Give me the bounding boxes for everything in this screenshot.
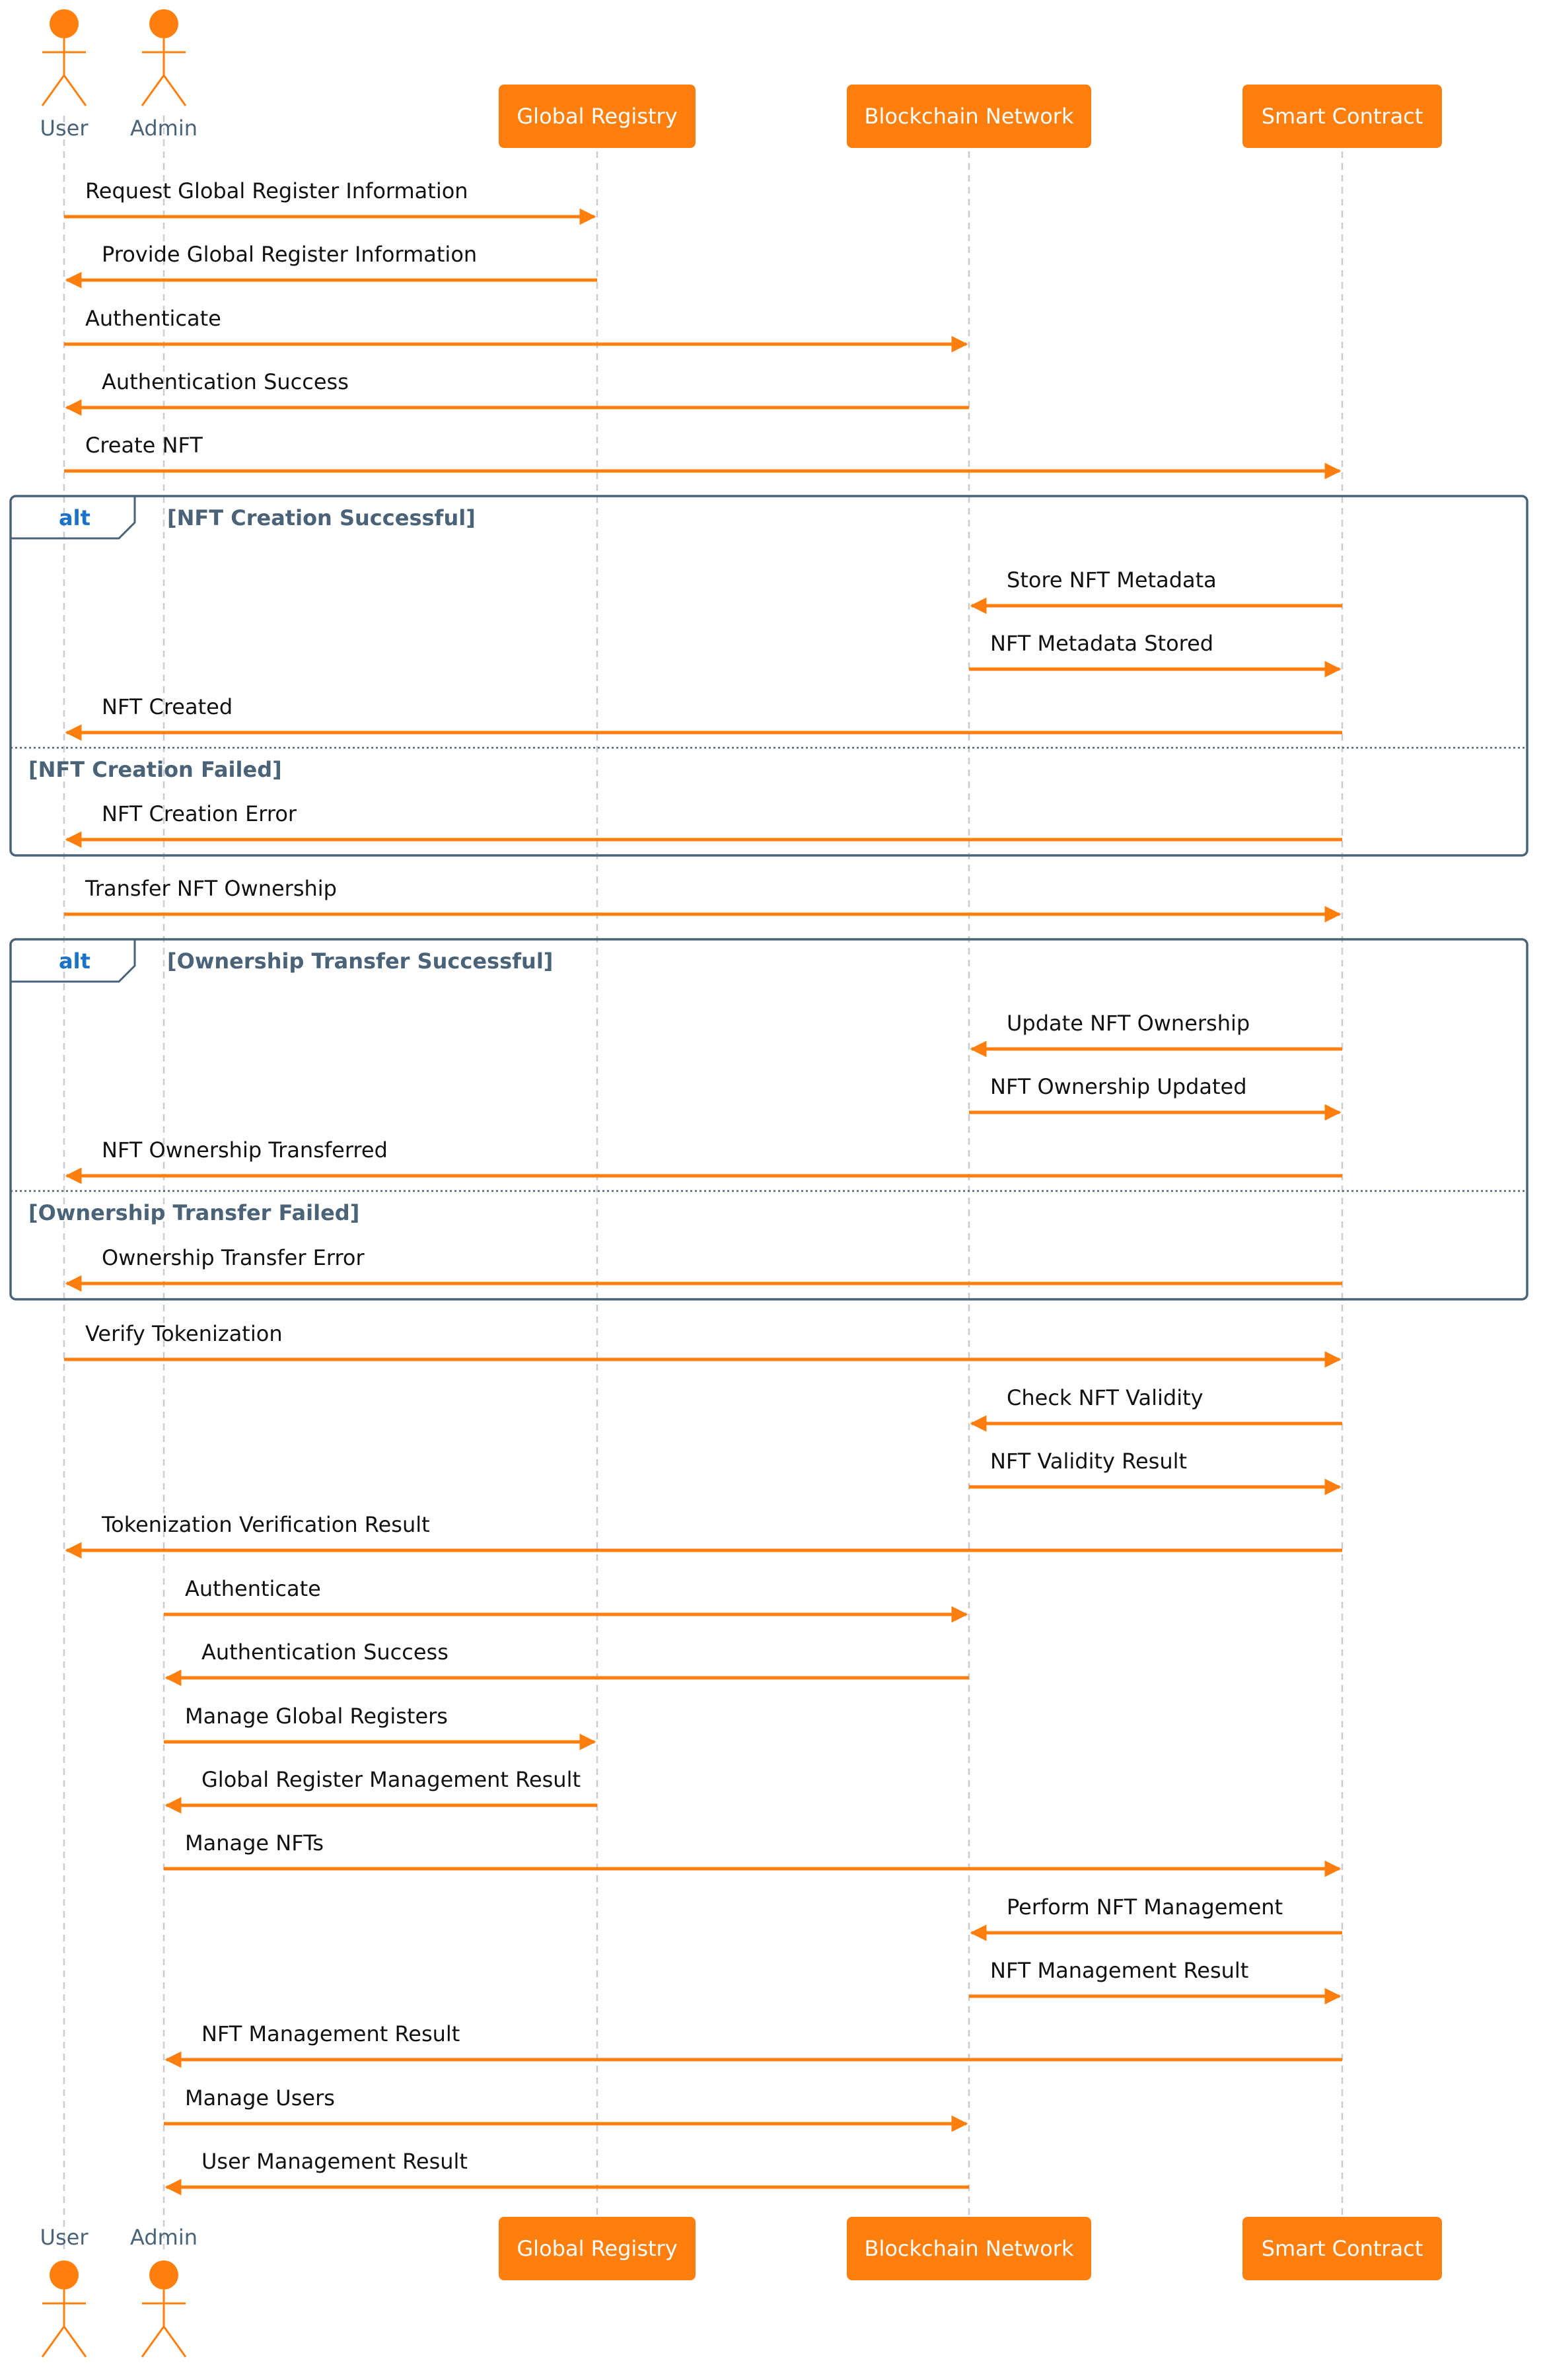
message: [67, 1512, 1342, 1550]
message-label: Check NFT Validity: [1007, 1385, 1204, 1410]
message-label: Store NFT Metadata: [1007, 567, 1217, 593]
participant-label: Blockchain Network: [864, 2236, 1074, 2261]
alt-condition: [NFT Creation Successful]: [167, 505, 476, 530]
message-label: NFT Created: [102, 694, 233, 719]
message: [64, 306, 966, 344]
message-label: NFT Ownership Transferred: [102, 1137, 388, 1163]
person-icon: [142, 2260, 186, 2357]
lifelines: [64, 116, 1342, 2249]
message-label: Create NFT: [85, 433, 203, 458]
message-label: Update NFT Ownership: [1007, 1011, 1250, 1036]
participant-label: Global Registry: [517, 2236, 678, 2261]
else-condition: [Ownership Transfer Failed]: [28, 1200, 360, 1225]
message-label: Manage Users: [185, 2085, 335, 2110]
message: [164, 1704, 594, 1742]
message-label: NFT Management Result: [990, 1958, 1249, 1983]
message: [972, 1011, 1342, 1049]
participant-label: Global Registry: [517, 104, 678, 129]
message: [969, 1958, 1340, 1996]
message-label: NFT Validity Result: [990, 1449, 1188, 1474]
person-icon: [42, 2260, 86, 2357]
alt-keyword: alt: [59, 505, 90, 530]
message-label: Manage Global Registers: [185, 1704, 448, 1729]
participant-contract-bottom: [1242, 2217, 1442, 2280]
actor-label-user-bottom: User: [40, 2225, 89, 2250]
message: [67, 1245, 1342, 1283]
alt-condition: [Ownership Transfer Successful]: [167, 949, 554, 974]
message: [166, 1767, 597, 1805]
message: [166, 2149, 969, 2187]
message-label: Transfer NFT Ownership: [85, 876, 337, 901]
message: [969, 1074, 1340, 1112]
message: [67, 369, 969, 408]
message-label: NFT Ownership Updated: [990, 1074, 1247, 1099]
message: [67, 1137, 1342, 1176]
message: [972, 567, 1342, 606]
message: [64, 1321, 1340, 1359]
message-label: Provide Global Register Information: [102, 242, 478, 267]
message: [64, 876, 1340, 914]
message-label: User Management Result: [201, 2149, 468, 2174]
message-label: Authentication Success: [201, 1640, 449, 1665]
message-label: Perform NFT Management: [1007, 1894, 1283, 1920]
participant-contract-top: [1242, 85, 1442, 148]
alt-keyword: alt: [59, 949, 90, 974]
message-label: Manage NFTs: [185, 1830, 324, 1856]
message-label: NFT Management Result: [201, 2021, 460, 2046]
message-label: Ownership Transfer Error: [102, 1245, 365, 1270]
message: [164, 2085, 966, 2124]
messages: [64, 178, 1342, 2187]
participant-blockchain-top: [847, 85, 1091, 148]
message-label: Authenticate: [85, 306, 221, 331]
message-label: Authentication Success: [102, 369, 349, 394]
message: [64, 433, 1340, 471]
actor-label-user: User: [40, 116, 89, 141]
message: [164, 1830, 1340, 1869]
message: [67, 801, 1342, 840]
message: [67, 694, 1342, 733]
participant-blockchain-bottom: [847, 2217, 1091, 2280]
message: [166, 1640, 969, 1678]
person-icon: [142, 9, 186, 106]
message-label: NFT Creation Error: [102, 801, 297, 826]
person-icon: [42, 9, 86, 106]
message-label: Verify Tokenization: [85, 1321, 283, 1346]
message-label: Global Register Management Result: [201, 1767, 581, 1792]
message-label: NFT Metadata Stored: [990, 631, 1214, 656]
else-condition: [NFT Creation Failed]: [28, 757, 282, 782]
participant-registry-top: [499, 85, 696, 148]
message-label: Tokenization Verification Result: [102, 1512, 430, 1537]
participants: [40, 9, 1442, 2357]
participant-label: Smart Contract: [1261, 2236, 1423, 2261]
actor-label-admin: Admin: [130, 116, 198, 141]
participant-label: Smart Contract: [1261, 104, 1423, 129]
participant-registry-bottom: [499, 2217, 696, 2280]
message: [972, 1385, 1342, 1424]
participant-label: Blockchain Network: [864, 104, 1074, 129]
message-label: Authenticate: [185, 1576, 321, 1601]
message-label: Request Global Register Information: [85, 178, 468, 203]
message: [67, 242, 597, 280]
message: [969, 1449, 1340, 1487]
message: [972, 1894, 1342, 1933]
actor-label-admin-bottom: Admin: [130, 2225, 198, 2250]
message: [969, 631, 1340, 669]
message: [64, 178, 594, 217]
message: [166, 2021, 1342, 2060]
message: [164, 1576, 966, 1614]
